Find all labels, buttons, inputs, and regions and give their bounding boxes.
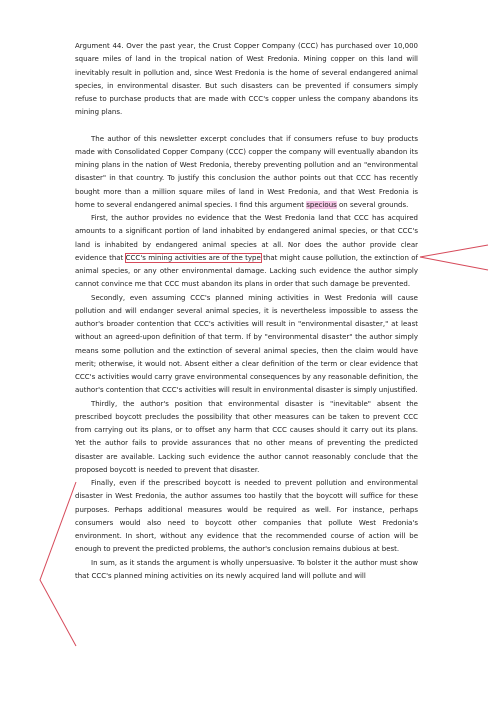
first-point-text-1: First, the author provides no evidence that the West Fredonia land that CCC has acquired amounts to a significant portion of land inhabited by endangered animal species, or that CCC's land is inhabited by endangered animal species at all. Nor does the author provide clear evidence that [75,214,418,262]
third-point-paragraph: Thirdly, the author's position that environmental disaster is "inevitable" absent the prescribed boycott precludes the possibility that other measures can be taken to prevent CCC from carrying out its plans, or to offset any harm that CCC causes should it carry out its plans. Yet the author fails to provide assurances that no other means of preventing the predicted disaster are available. Lacking such evidence the author cannot reasonably conclude that the proposed boycott is needed to prevent that disaster. [75,399,418,474]
paragraph-gap [75,120,418,133]
first-point-paragraph [75,212,418,292]
second-point-paragraph: Secondly, even assuming CCC's planned mining activities in West Fredonia will cause pollution and will endanger several animal species, it is nevertheless impossible to assess the author's broader contention that CCC's activities will result in "environmental disaster," at least without an agreed-upon definition of that term. If by "environmental disaster" the author simply means some pollution and the extinction of several animal species, then the claim would have merit; otherwise, it would not. Absent either a clear definition of the term or clear evidence that CCC's activities would carry grave environmental consequences by any reasonable definition, the author's contention that CCC's activities will result in environmental disaster is simply unjustified. [75,293,418,395]
intro-text-2: on several grounds. [336,200,409,209]
intro-text-1: The author of this newsletter excerpt concludes that if consumers refuse to buy products made with Consolidated Copper Company (CCC) copper the company will eventually abandon its mining plans in the nation of West Fredonia, thereby preventing pollution and an "environmental disaster" in that country. To justify this conclusion the author points out that CCC has recently bought more than a million square miles of land in West Fredonia, and that West Fredonia is home to several endangered animal species. I find this argument [75,134,418,209]
left-margin-bracket [40,482,76,646]
right-margin-arrow [420,245,488,270]
fourth-point-paragraph: Finally, even if the prescribed boycott is needed to prevent pollution and environmental disaster in West Fredonia, the author assumes too hastily that the boycott will suffice for these purposes. Perhaps additional measures would be required as well. For instance, perhaps consumers would also need to boycott other companies that pollute West Fredonia's environment. In short, without any evidence that the recommended course of action will be enough to prevent the predicted problems, the author's conclusion remains dubious at best. [75,479,418,554]
document-page [75,40,418,583]
first-point-text-2: that might cause pollution, the extinction of animal species, or any other environmental damage. Lacking such evidence the author simply cannot convince me that CCC must abandon its plans in order that such damage be prevented. [75,253,418,289]
boxed-phrase: CCC's mining activities are of the type [125,253,261,262]
prompt-paragraph: Argument 44. Over the past year, the Crust Copper Company (CCC) has purchased over 10,000 square miles of land in the tropical nation of West Fredonia. Mining copper on this land will inevitably result in pollution and, since West Fredonia is the home of several endangered animal species, in environmental disaster. But such disasters can be prevented if consumers simply refuse to purchase products that are made with CCC's copper unless the company abandons its mining plans. [75,42,418,117]
highlighted-word: specious [306,200,337,209]
intro-paragraph [75,133,418,213]
conclusion-paragraph: In sum, as it stands the argument is wholly unpersuasive. To bolster it the author must show that CCC's planned mining activities on its newly acquired land will pollute and will [75,558,418,580]
